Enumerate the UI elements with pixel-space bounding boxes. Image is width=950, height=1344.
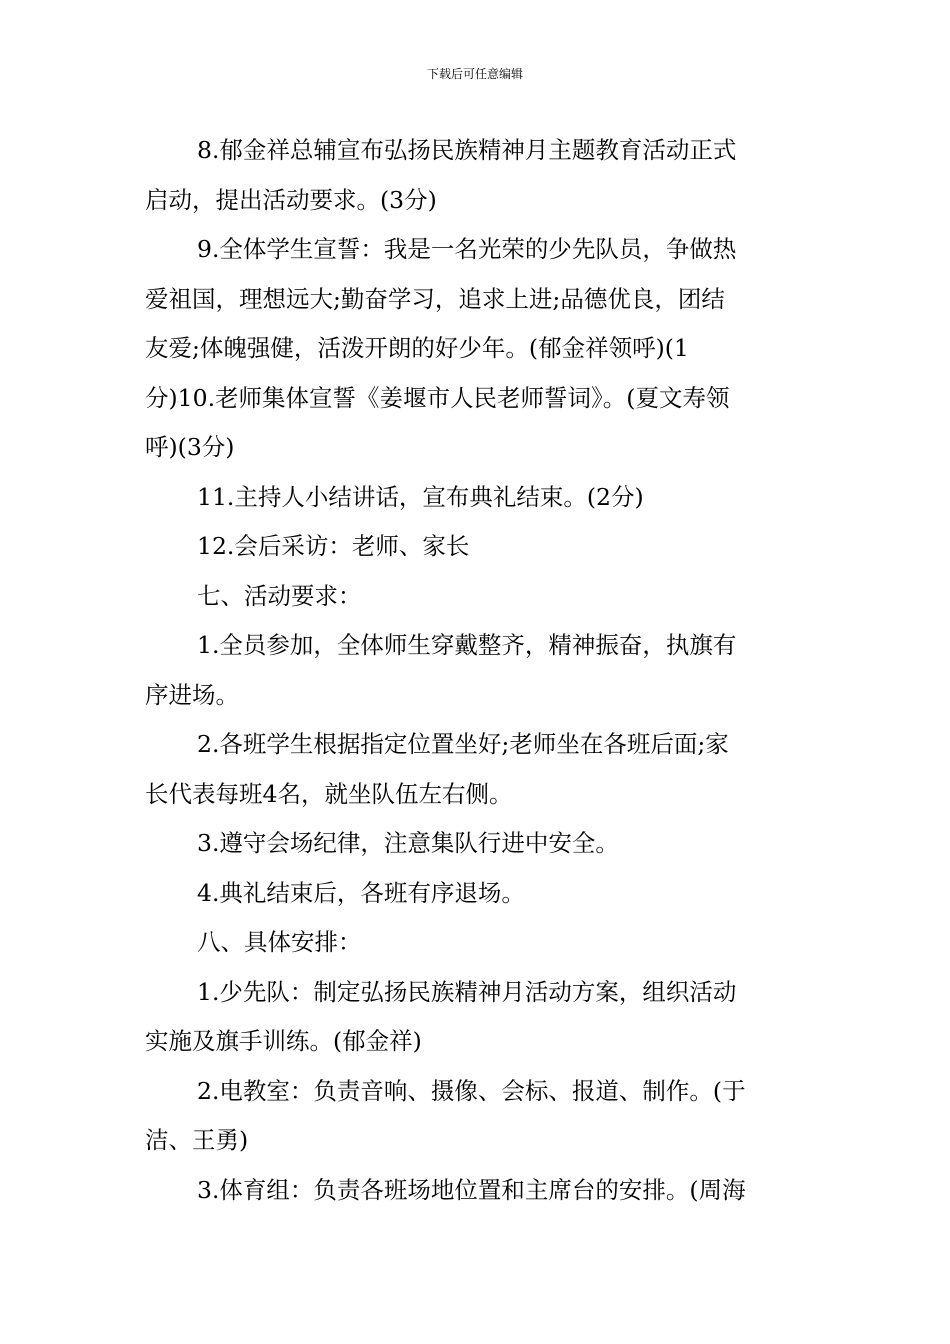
section-heading: 八、具体安排： [197, 928, 362, 956]
text-line: 3.遵守会场纪律，注意集队行进中安全。 [197, 829, 619, 857]
text-line: 2.电教室：负责音响、摄像、会标、报道、制作。(于 [197, 1076, 746, 1105]
page-header: 下载后可任意编辑 [426, 67, 523, 81]
text-line: 1.全员参加，全体师生穿戴整齐，精神振奋，执旗有 [197, 631, 737, 659]
arrangement-1 [145, 968, 809, 1067]
arrangement-2 [145, 1067, 809, 1166]
requirement-2 [145, 720, 809, 819]
arrangement-3 [145, 1166, 809, 1216]
text-line: 序进场。 [145, 680, 239, 709]
text-line: 爱祖国，理想远大;勤奋学习，追求上进;品德优良，团结 [145, 284, 725, 313]
section-heading: 七、活动要求： [197, 581, 362, 610]
text-line: 9.全体学生宣誓：我是一名光荣的少先队员，争做热 [197, 235, 737, 263]
text-line: 12.会后采访：老师、家长 [197, 532, 470, 560]
text-line: 呼)(3分) [145, 433, 235, 461]
paragraph-12 [145, 522, 809, 572]
requirement-1 [145, 621, 809, 720]
text-line: 1.少先队：制定弘扬民族精神月活动方案，组织活动 [197, 977, 737, 1006]
text-line: 2.各班学生根据指定位置坐好;老师坐在各班后面;家 [197, 730, 729, 758]
paragraph-11 [145, 473, 809, 523]
text-line: 8.郁金祥总辅宣布弘扬民族精神月主题教育活动正式 [197, 136, 737, 164]
paragraph-9 [145, 225, 809, 473]
text-line: 3.体育组：负责各班场地位置和主席台的安排。(周海 [197, 1175, 746, 1204]
document-body [145, 126, 809, 1215]
text-line: 4.典礼结束后，各班有序退场。 [197, 878, 525, 907]
text-line: 11.主持人小结讲话，宣布典礼结束。(2分) [197, 482, 644, 511]
text-line: 实施及旗手训练。(郁金祥) [145, 1027, 422, 1055]
section-heading-activity-requirements [145, 572, 809, 622]
paragraph-8 [145, 126, 809, 225]
text-line: 启动，提出活动要求。(3分) [145, 185, 437, 214]
text-line: 友爱;体魄强健，活泼开朗的好少年。(郁金祥领呼)(1 [145, 334, 689, 362]
text-line: 洁、王勇) [145, 1126, 249, 1154]
section-heading-arrangements [145, 918, 809, 968]
requirement-4 [145, 869, 809, 919]
text-line: 长代表每班4名，就坐队伍左右侧。 [145, 779, 513, 808]
text-line: 分)10.老师集体宣誓《姜堰市人民老师誓词》。(夏文寿领 [145, 383, 730, 412]
requirement-3 [145, 819, 809, 869]
